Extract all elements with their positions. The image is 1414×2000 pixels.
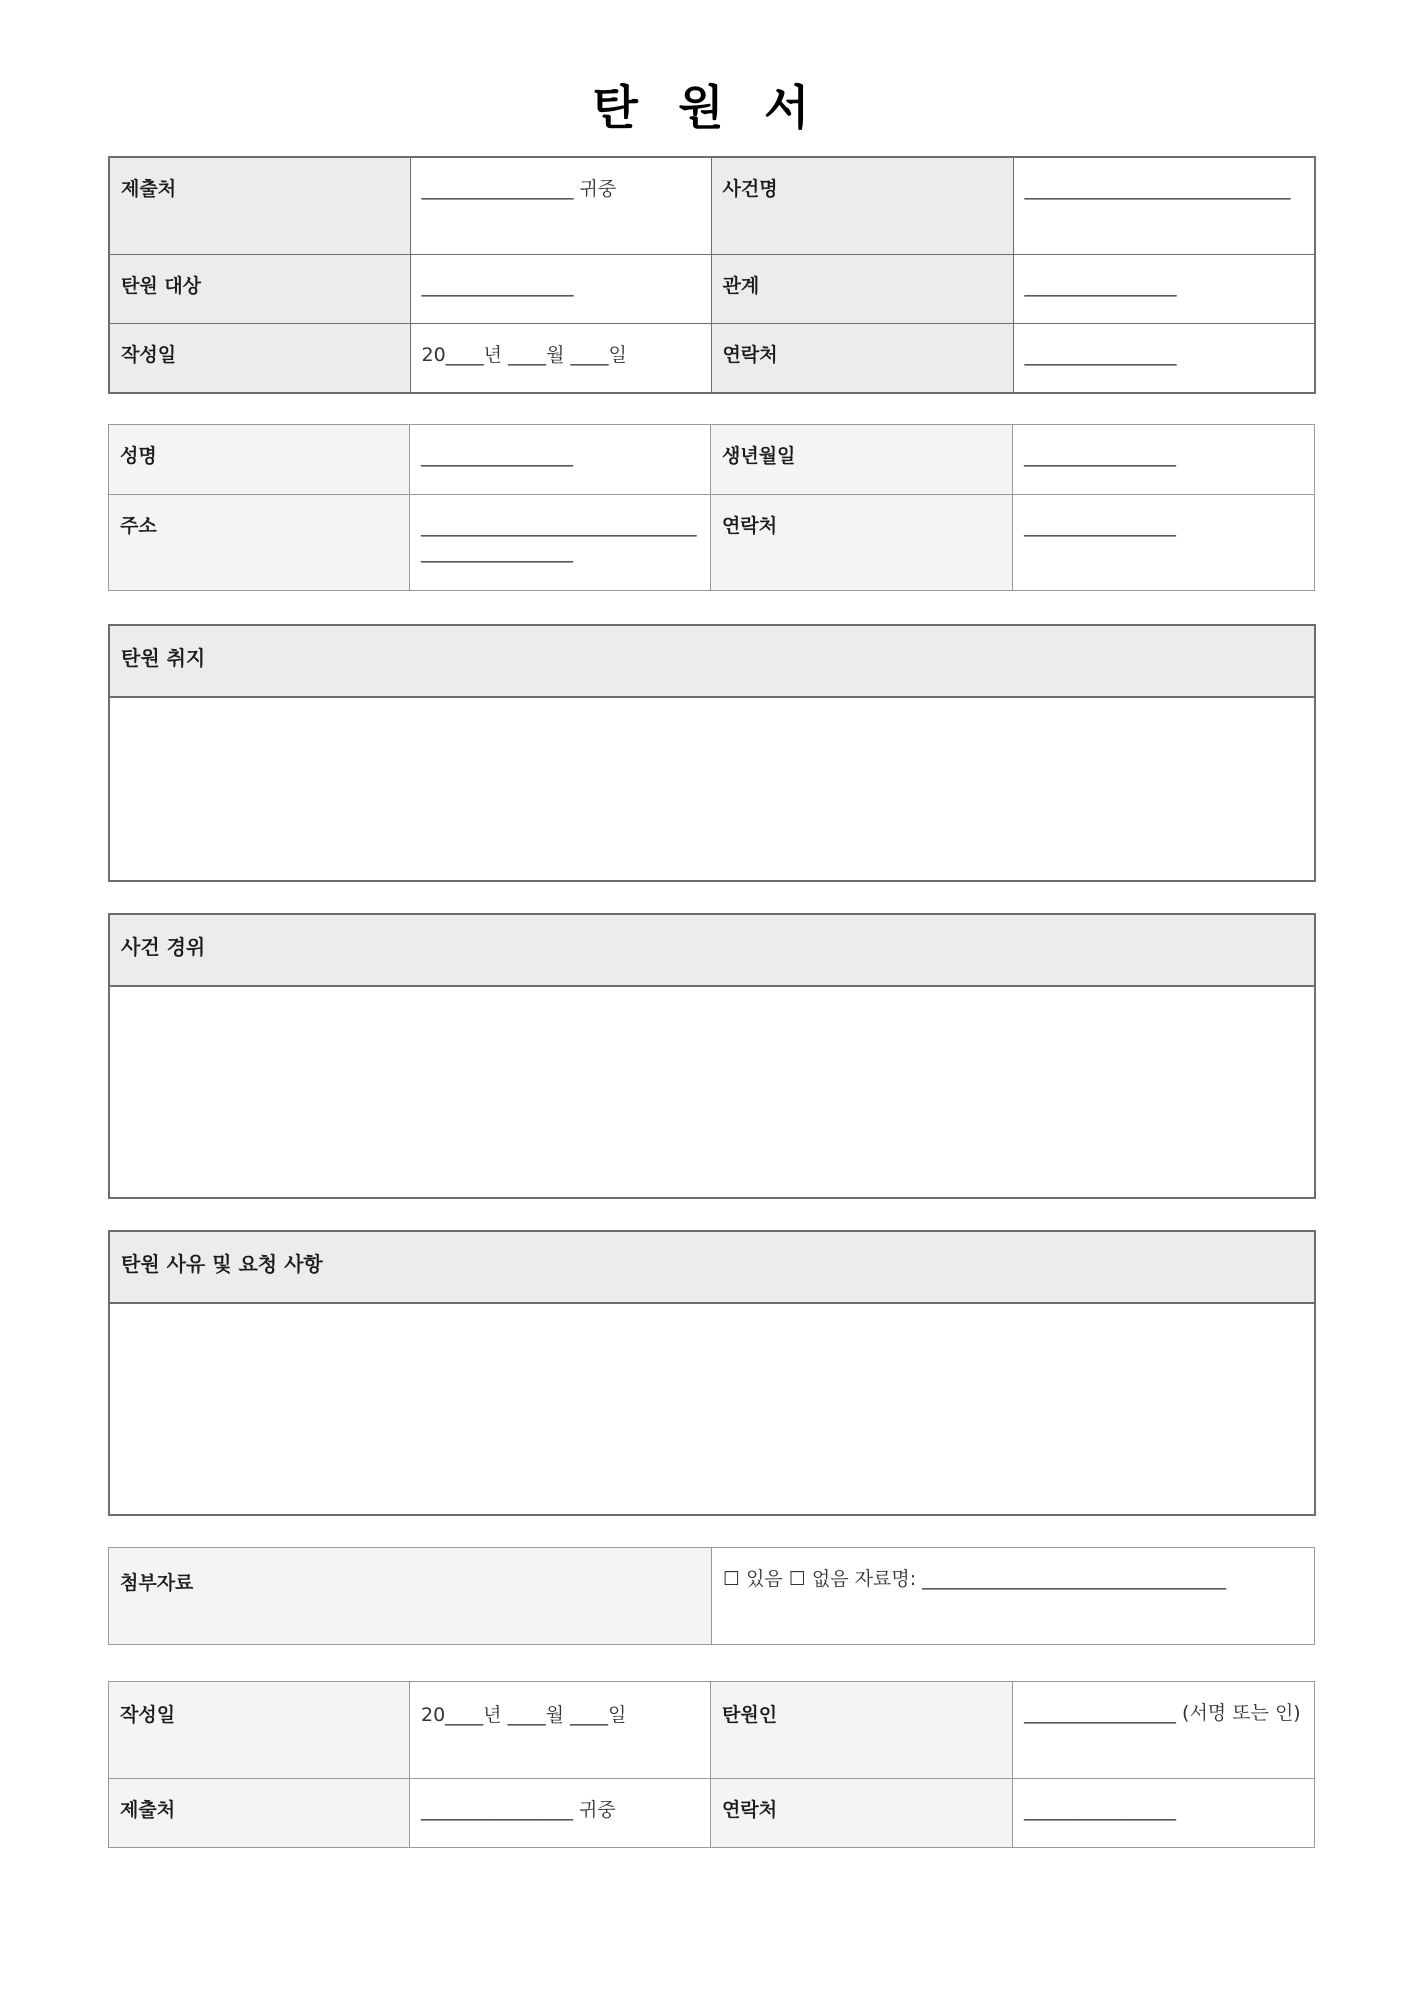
table-row (109, 1682, 1315, 1779)
attachments-value: ☐ 있음 ☐ 없음 자료명: ________________________________ (723, 1568, 1227, 1590)
section-reasons-and-requests (108, 1230, 1316, 1516)
contact-field[interactable] (1013, 323, 1315, 393)
reasons-requests-text-area[interactable] (110, 1304, 1314, 1514)
relationship-label: 관계 (711, 254, 1013, 323)
petitioner-signature-value: ________________ (서명 또는 인) (1024, 1702, 1301, 1724)
section-case-background (108, 913, 1316, 1199)
attachments-field[interactable] (712, 1548, 1315, 1645)
petitioner-label: 탄원인 (711, 1682, 1013, 1779)
signature-contact-value: ________________ (1024, 1799, 1176, 1821)
document-title: 탄 원 서 (592, 81, 822, 136)
address-value: _____________________________________________ (421, 515, 697, 563)
section-heading: 사건 경위 (110, 915, 1314, 987)
petition-purpose-text-area[interactable] (110, 698, 1314, 880)
written-date-field[interactable] (410, 323, 711, 393)
contact-value: ________________ (1024, 343, 1177, 366)
relationship-field[interactable] (1013, 254, 1315, 323)
case-info-table (108, 156, 1316, 394)
birthdate-label: 생년월일 (711, 425, 1013, 495)
address-label: 주소 (109, 495, 410, 591)
name-value: ________________ (421, 445, 573, 467)
name-field[interactable] (410, 425, 711, 495)
petition-target-label: 탄원 대상 (109, 254, 410, 323)
table-row (109, 1548, 1315, 1645)
address-field[interactable] (410, 495, 711, 591)
signature-submit-to-field[interactable] (410, 1779, 711, 1848)
submit-to-value: ________________ 귀중 (421, 178, 617, 200)
signature-contact-label: 연락처 (711, 1779, 1013, 1848)
attachments-label: 첨부자료 (109, 1548, 712, 1645)
table-row (109, 425, 1315, 495)
case-name-value: ____________________________ (1024, 178, 1291, 200)
birthdate-value: ________________ (1024, 445, 1176, 467)
petitioner-contact-value: ________________ (1024, 515, 1176, 537)
attachments-table (108, 1547, 1315, 1645)
birthdate-field[interactable] (1013, 425, 1315, 495)
relationship-value: ________________ (1024, 274, 1177, 297)
signature-date-field[interactable] (410, 1682, 711, 1779)
signature-date-value: 20____년 ____월 ____일 (421, 1704, 627, 1726)
petitioner-info-table (108, 424, 1315, 591)
table-row (109, 323, 1315, 393)
written-date-label: 작성일 (109, 323, 410, 393)
petitioner-contact-field[interactable] (1013, 495, 1315, 591)
submit-to-label: 제출처 (109, 157, 410, 254)
signature-date-label: 작성일 (109, 1682, 410, 1779)
written-date-value: 20____년 ____월 ____일 (421, 343, 627, 366)
signature-submit-to-label: 제출처 (109, 1779, 410, 1848)
case-background-text-area[interactable] (110, 987, 1314, 1197)
signature-submit-to-value: ________________ 귀중 (421, 1799, 616, 1821)
petition-target-field[interactable] (410, 254, 711, 323)
petitioner-contact-label: 연락처 (711, 495, 1013, 591)
submit-to-field[interactable] (410, 157, 711, 254)
signature-table (108, 1681, 1315, 1848)
section-heading: 탄원 사유 및 요청 사항 (110, 1232, 1314, 1304)
case-name-label: 사건명 (711, 157, 1013, 254)
case-name-field[interactable] (1013, 157, 1315, 254)
name-label: 성명 (109, 425, 410, 495)
section-petition-purpose (108, 624, 1316, 882)
contact-label: 연락처 (711, 323, 1013, 393)
table-row (109, 254, 1315, 323)
table-row (109, 157, 1315, 254)
petitioner-signature-field[interactable] (1013, 1682, 1315, 1779)
petition-target-value: ________________ (421, 274, 574, 297)
table-row (109, 1779, 1315, 1848)
section-heading: 탄원 취지 (110, 626, 1314, 698)
table-row (109, 495, 1315, 591)
signature-contact-field[interactable] (1013, 1779, 1315, 1848)
